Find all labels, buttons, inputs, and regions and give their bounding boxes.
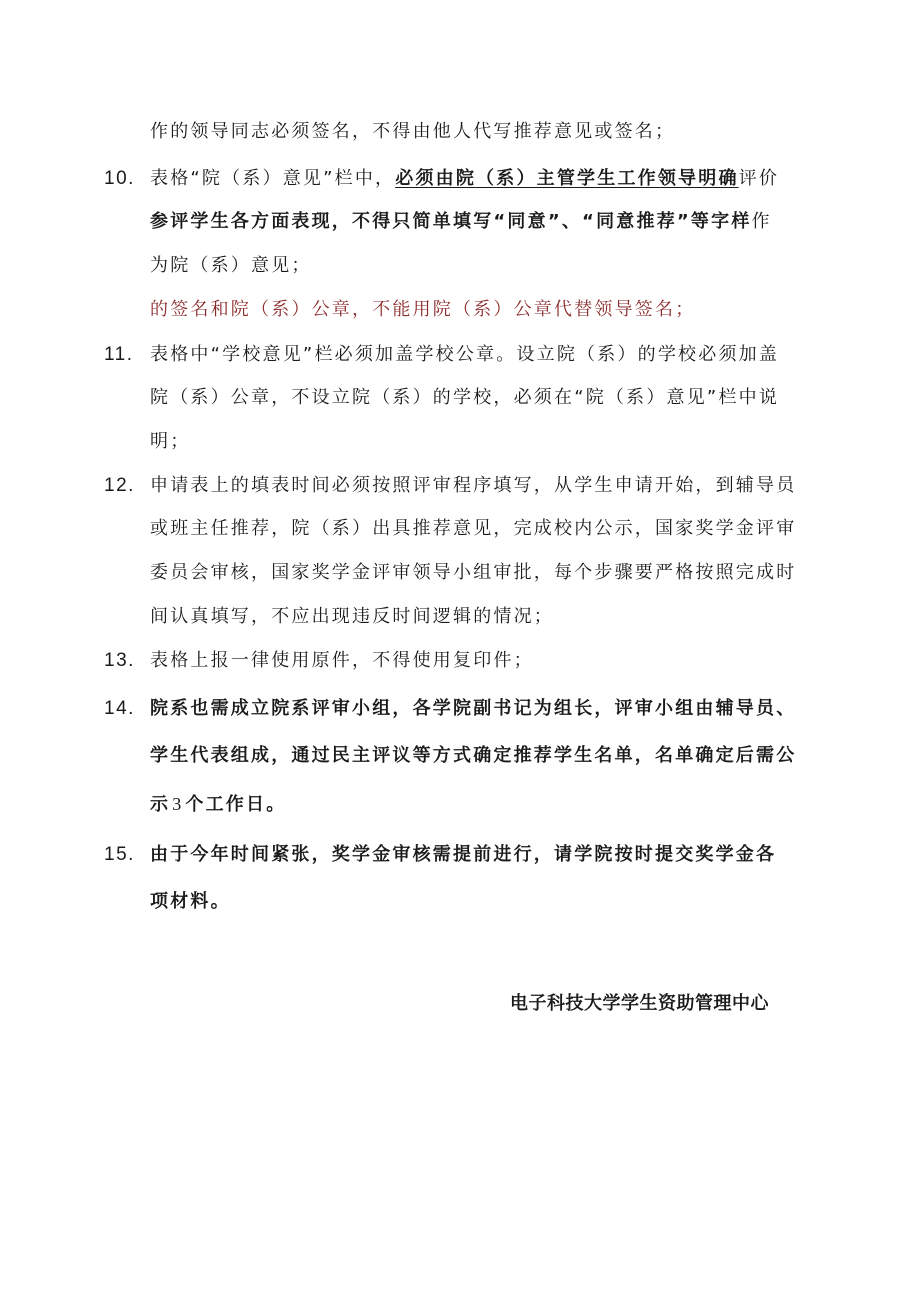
item12-line3: 委员会审核，国家奖学金评审领导小组审批，每个步骤要严格按照完成时 — [150, 562, 797, 583]
number-separator: . — [128, 168, 135, 189]
item14-number — [104, 697, 135, 721]
item10-number — [104, 167, 135, 191]
number-separator: . — [128, 698, 135, 719]
item14-line3 — [150, 792, 286, 817]
item11-number — [104, 343, 134, 367]
item10-line1-emphasis: 必须由院（系）主管学生工作领导明确 — [395, 168, 739, 189]
item14-days-number: 3 — [172, 794, 184, 814]
item12-number — [104, 474, 135, 498]
item14-line3-a: 示 — [150, 794, 171, 815]
item10-line2-tail: 作 — [751, 211, 772, 232]
item11-line3: 明； — [150, 431, 191, 452]
item15-line1: 由于今年时间紧张，奖学金审核需提前进行，请学院按时提交奖学金各 — [150, 844, 777, 865]
item10-line1 — [150, 167, 779, 191]
issuer-signature: 电子科技大学学生资助管理中心 — [510, 993, 769, 1014]
number-separator: . — [126, 344, 134, 365]
item11-line2: 院（系）公章，不设立院（系）的学校，必须在“院（系）意见”栏中说 — [150, 387, 780, 408]
item15-line2: 项材料。 — [150, 891, 231, 912]
item14-line2: 学生代表组成，通过民主评议等方式确定推荐学生名单，名单确定后需公 — [150, 745, 797, 766]
item12-line1: 申请表上的填表时间必须按照评审程序填写，从学生申请开始，到辅导员 — [150, 475, 797, 496]
item10-line1-plain: 表格“院（系）意见”栏中， — [150, 168, 396, 189]
item10-line3: 为院（系）意见； — [150, 255, 312, 276]
item11-line1: 表格中“学校意见”栏必须加盖学校公章。设立院（系）的学校必须加盖 — [150, 344, 780, 365]
item10-line4: 的签名和院（系）公章，不能用院（系）公章代替领导签名； — [150, 299, 696, 320]
item14-line3-c: 个工作日。 — [185, 794, 287, 815]
item12-line4: 间认真填写，不应出现违反时间逻辑的情况； — [150, 606, 554, 627]
item-number-text: 10 — [104, 168, 129, 189]
item-number-text: 12 — [104, 475, 129, 496]
item-number-text: 13 — [104, 650, 129, 671]
number-separator: . — [128, 844, 135, 865]
item10-line1-tail: 评价 — [738, 168, 780, 189]
item-number-text: 14 — [104, 698, 129, 719]
item-number-text: 15 — [104, 844, 129, 865]
item13-line1: 表格上报一律使用原件，不得使用复印件； — [150, 650, 534, 671]
item12-line2: 或班主任推荐，院（系）出具推荐意见，完成校内公示，国家奖学金评审 — [150, 518, 797, 539]
item10-line2-emphasis: 参评学生各方面表现，不得只简单填写“同意”、“同意推荐”等字样 — [150, 211, 752, 232]
item10-line2 — [150, 210, 772, 234]
item14-line1: 院系也需成立院系评审小组，各学院副书记为组长，评审小组由辅导员、 — [150, 698, 797, 719]
item9-continuation: 作的领导同志必须签名，不得由他人代写推荐意见或签名； — [150, 121, 676, 142]
item-number-text: 11 — [104, 344, 127, 365]
item15-number — [104, 843, 135, 867]
number-separator: . — [128, 475, 135, 496]
number-separator: . — [128, 650, 135, 671]
item13-number — [104, 649, 135, 673]
